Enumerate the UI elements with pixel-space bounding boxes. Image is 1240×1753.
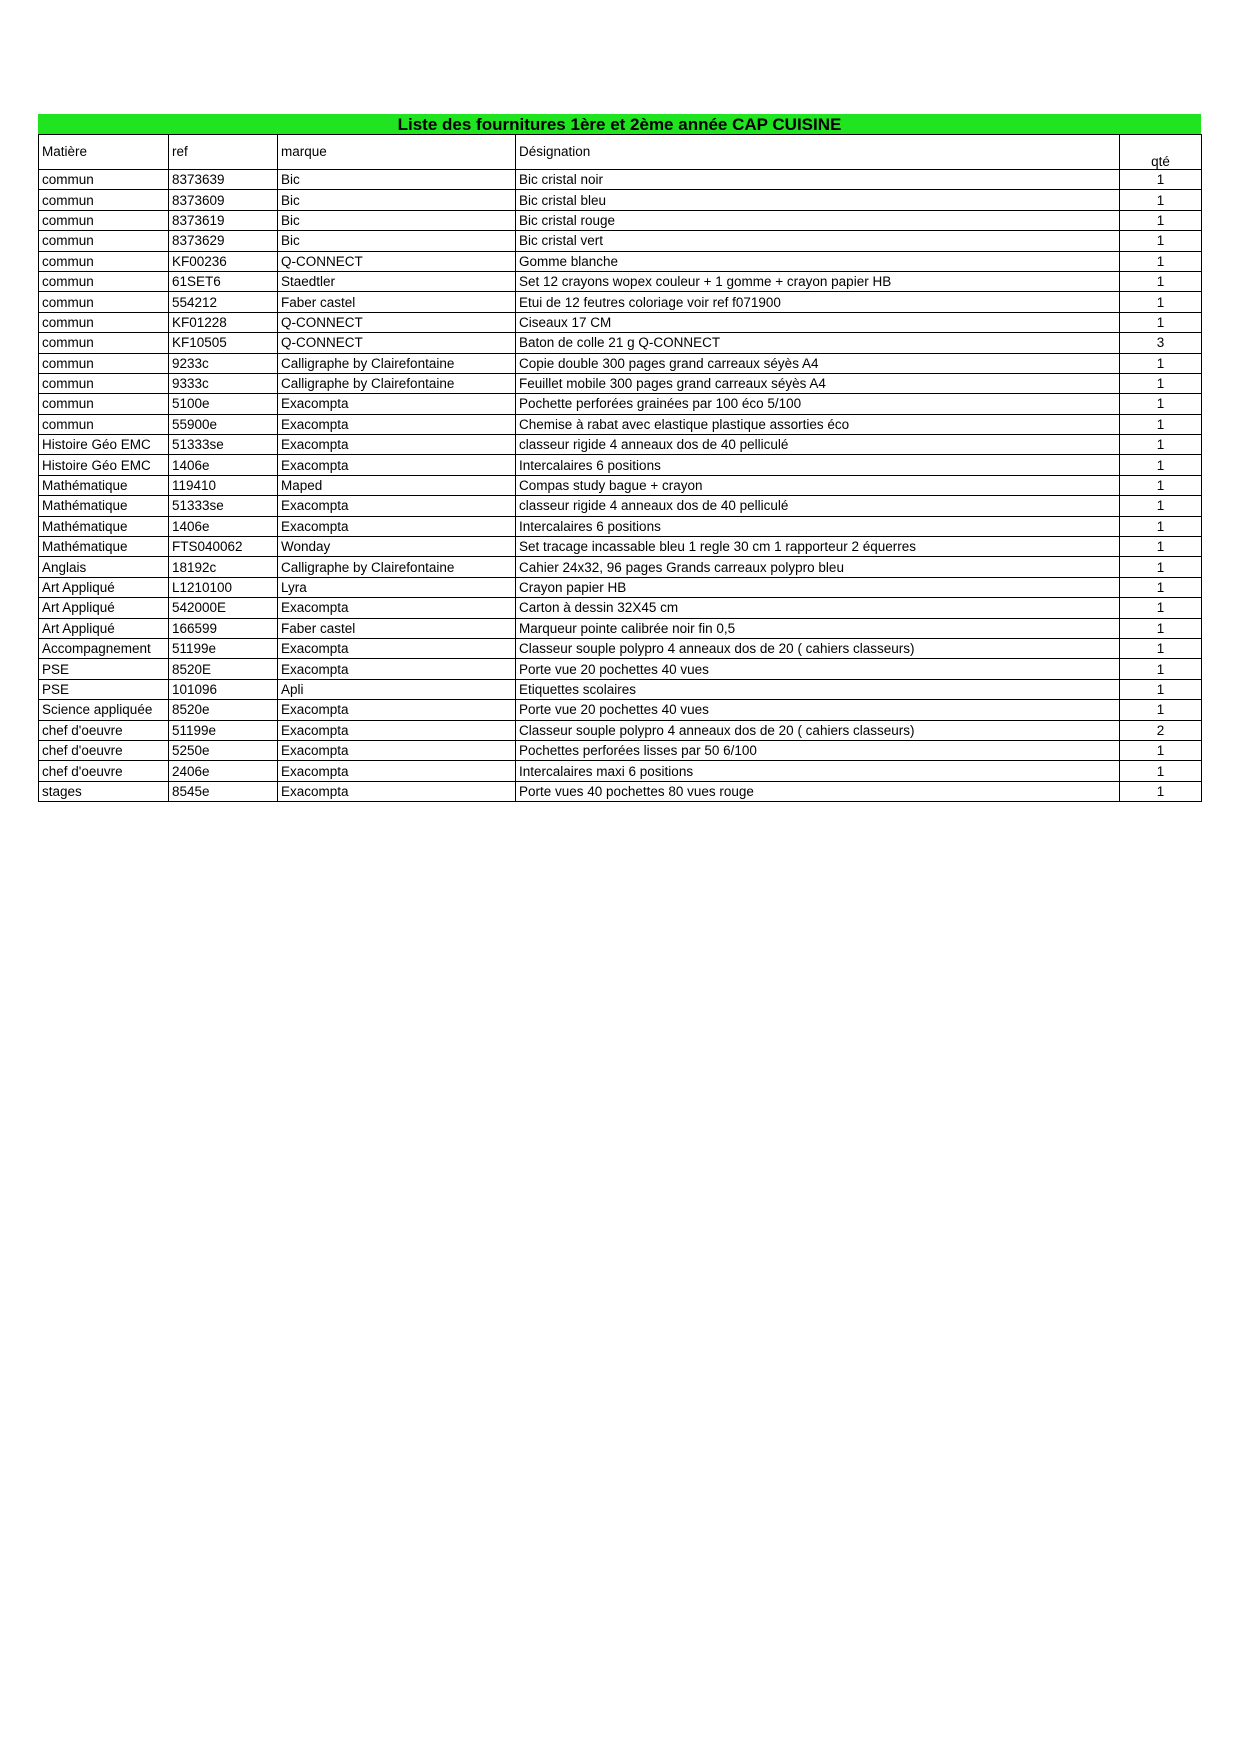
- cell-marque: Wonday: [278, 537, 516, 557]
- cell-qte: 1: [1120, 251, 1202, 271]
- table-row: [39, 720, 1202, 740]
- cell-designation: Intercalaires maxi 6 positions: [516, 761, 1120, 781]
- cell-marque: Exacompta: [278, 496, 516, 516]
- table-row: [39, 475, 1202, 495]
- cell-qte: 1: [1120, 231, 1202, 251]
- cell-matiere: Art Appliqué: [39, 577, 169, 597]
- cell-ref: 61SET6: [169, 271, 278, 291]
- cell-matiere: commun: [39, 251, 169, 271]
- cell-ref: KF01228: [169, 312, 278, 332]
- cell-designation: Pochette perforées grainées par 100 éco 5/100: [516, 394, 1120, 414]
- table-row: [39, 394, 1202, 414]
- cell-ref: 542000E: [169, 598, 278, 618]
- cell-matiere: chef d'oeuvre: [39, 761, 169, 781]
- cell-qte: 1: [1120, 292, 1202, 312]
- table-row: [39, 638, 1202, 658]
- cell-designation: Bic cristal rouge: [516, 210, 1120, 230]
- cell-marque: Exacompta: [278, 435, 516, 455]
- table-row: [39, 190, 1202, 210]
- cell-designation: classeur rigide 4 anneaux dos de 40 pelliculé: [516, 496, 1120, 516]
- cell-qte: 1: [1120, 190, 1202, 210]
- cell-ref: 166599: [169, 618, 278, 638]
- cell-matiere: chef d'oeuvre: [39, 740, 169, 760]
- cell-designation: Bic cristal noir: [516, 170, 1120, 190]
- table-row: [39, 761, 1202, 781]
- cell-ref: 101096: [169, 679, 278, 699]
- table-row: [39, 373, 1202, 393]
- cell-matiere: PSE: [39, 679, 169, 699]
- cell-marque: Bic: [278, 231, 516, 251]
- cell-matiere: Mathématique: [39, 537, 169, 557]
- cell-designation: Classeur souple polypro 4 anneaux dos de 20 ( cahiers classeurs): [516, 720, 1120, 740]
- table-row: [39, 598, 1202, 618]
- cell-qte: 1: [1120, 373, 1202, 393]
- cell-matiere: Histoire Géo EMC: [39, 435, 169, 455]
- table-row: [39, 231, 1202, 251]
- cell-matiere: Mathématique: [39, 475, 169, 495]
- cell-qte: 1: [1120, 679, 1202, 699]
- cell-marque: Q-CONNECT: [278, 312, 516, 332]
- table-row: [39, 210, 1202, 230]
- cell-matiere: Mathématique: [39, 516, 169, 536]
- table-row: [39, 516, 1202, 536]
- cell-designation: Set 12 crayons wopex couleur + 1 gomme + crayon papier HB: [516, 271, 1120, 291]
- table-body: [39, 170, 1202, 802]
- cell-matiere: Histoire Géo EMC: [39, 455, 169, 475]
- cell-matiere: Art Appliqué: [39, 618, 169, 638]
- cell-qte: 2: [1120, 720, 1202, 740]
- cell-marque: Calligraphe by Clairefontaine: [278, 353, 516, 373]
- cell-designation: Classeur souple polypro 4 anneaux dos de 20 ( cahiers classeurs): [516, 638, 1120, 658]
- cell-marque: Q-CONNECT: [278, 251, 516, 271]
- cell-ref: 2406e: [169, 761, 278, 781]
- table-row: [39, 353, 1202, 373]
- cell-ref: 8520E: [169, 659, 278, 679]
- table-row: [39, 271, 1202, 291]
- cell-ref: 18192c: [169, 557, 278, 577]
- cell-designation: Ciseaux 17 CM: [516, 312, 1120, 332]
- cell-designation: Porte vues 40 pochettes 80 vues rouge: [516, 781, 1120, 801]
- cell-designation: Copie double 300 pages grand carreaux séyès A4: [516, 353, 1120, 373]
- cell-qte: 1: [1120, 638, 1202, 658]
- cell-matiere: Mathématique: [39, 496, 169, 516]
- cell-marque: Exacompta: [278, 781, 516, 801]
- cell-ref: 51199e: [169, 638, 278, 658]
- cell-marque: Staedtler: [278, 271, 516, 291]
- cell-designation: classeur rigide 4 anneaux dos de 40 pelliculé: [516, 435, 1120, 455]
- cell-matiere: PSE: [39, 659, 169, 679]
- cell-designation: Intercalaires 6 positions: [516, 516, 1120, 536]
- cell-marque: Exacompta: [278, 740, 516, 760]
- cell-marque: Exacompta: [278, 414, 516, 434]
- cell-matiere: commun: [39, 414, 169, 434]
- cell-marque: Bic: [278, 170, 516, 190]
- cell-qte: 1: [1120, 455, 1202, 475]
- cell-marque: Lyra: [278, 577, 516, 597]
- cell-qte: 1: [1120, 435, 1202, 455]
- cell-matiere: Anglais: [39, 557, 169, 577]
- cell-qte: 1: [1120, 170, 1202, 190]
- cell-matiere: Art Appliqué: [39, 598, 169, 618]
- cell-qte: 1: [1120, 659, 1202, 679]
- cell-marque: Apli: [278, 679, 516, 699]
- cell-ref: L1210100: [169, 577, 278, 597]
- table-row: [39, 537, 1202, 557]
- table-row: [39, 292, 1202, 312]
- supply-list-sheet: [38, 114, 1201, 802]
- table-row: [39, 700, 1202, 720]
- table-row: [39, 679, 1202, 699]
- cell-marque: Exacompta: [278, 659, 516, 679]
- cell-marque: Exacompta: [278, 598, 516, 618]
- cell-qte: 1: [1120, 537, 1202, 557]
- cell-matiere: commun: [39, 353, 169, 373]
- cell-marque: Q-CONNECT: [278, 333, 516, 353]
- cell-ref: 5250e: [169, 740, 278, 760]
- cell-designation: Etiquettes scolaires: [516, 679, 1120, 699]
- cell-matiere: Accompagnement: [39, 638, 169, 658]
- cell-marque: Exacompta: [278, 516, 516, 536]
- column-header-marque: marque: [278, 135, 516, 170]
- cell-designation: Cahier 24x32, 96 pages Grands carreaux polypro bleu: [516, 557, 1120, 577]
- cell-qte: 1: [1120, 496, 1202, 516]
- column-header-designation: Désignation: [516, 135, 1120, 170]
- cell-marque: Bic: [278, 210, 516, 230]
- table-row: [39, 435, 1202, 455]
- cell-ref: FTS040062: [169, 537, 278, 557]
- cell-ref: KF10505: [169, 333, 278, 353]
- table-row: [39, 414, 1202, 434]
- cell-ref: 9233c: [169, 353, 278, 373]
- cell-ref: 8373629: [169, 231, 278, 251]
- cell-matiere: stages: [39, 781, 169, 801]
- page-title: Liste des fournitures 1ère et 2ème année CAP CUISINE: [38, 114, 1201, 134]
- cell-matiere: commun: [39, 231, 169, 251]
- cell-qte: 1: [1120, 598, 1202, 618]
- cell-ref: 1406e: [169, 455, 278, 475]
- cell-matiere: commun: [39, 210, 169, 230]
- cell-designation: Baton de colle 21 g Q-CONNECT: [516, 333, 1120, 353]
- cell-matiere: commun: [39, 373, 169, 393]
- cell-ref: 8373609: [169, 190, 278, 210]
- cell-matiere: commun: [39, 170, 169, 190]
- cell-marque: Exacompta: [278, 638, 516, 658]
- cell-ref: 119410: [169, 475, 278, 495]
- cell-designation: Chemise à rabat avec elastique plastique assorties éco: [516, 414, 1120, 434]
- cell-designation: Porte vue 20 pochettes 40 vues: [516, 700, 1120, 720]
- table-row: [39, 618, 1202, 638]
- cell-marque: Exacompta: [278, 761, 516, 781]
- cell-ref: KF00236: [169, 251, 278, 271]
- cell-qte: 1: [1120, 761, 1202, 781]
- cell-designation: Carton à dessin 32X45 cm: [516, 598, 1120, 618]
- table-row: [39, 557, 1202, 577]
- cell-ref: 51333se: [169, 496, 278, 516]
- cell-matiere: commun: [39, 190, 169, 210]
- cell-ref: 8520e: [169, 700, 278, 720]
- cell-designation: Compas study bague + crayon: [516, 475, 1120, 495]
- table-row: [39, 312, 1202, 332]
- table-row: [39, 496, 1202, 516]
- cell-matiere: commun: [39, 394, 169, 414]
- table-row: [39, 455, 1202, 475]
- cell-matiere: commun: [39, 271, 169, 291]
- cell-qte: 1: [1120, 394, 1202, 414]
- cell-matiere: commun: [39, 333, 169, 353]
- cell-ref: 51199e: [169, 720, 278, 740]
- table-row: [39, 333, 1202, 353]
- cell-ref: 5100e: [169, 394, 278, 414]
- table-row: [39, 659, 1202, 679]
- cell-marque: Calligraphe by Clairefontaine: [278, 373, 516, 393]
- cell-designation: Porte vue 20 pochettes 40 vues: [516, 659, 1120, 679]
- cell-marque: Exacompta: [278, 455, 516, 475]
- cell-designation: Pochettes perforées lisses par 50 6/100: [516, 740, 1120, 760]
- cell-designation: Gomme blanche: [516, 251, 1120, 271]
- cell-qte: 1: [1120, 353, 1202, 373]
- cell-ref: 554212: [169, 292, 278, 312]
- cell-qte: 1: [1120, 475, 1202, 495]
- cell-qte: 1: [1120, 781, 1202, 801]
- cell-qte: 1: [1120, 740, 1202, 760]
- cell-ref: 8373639: [169, 170, 278, 190]
- cell-qte: 3: [1120, 333, 1202, 353]
- cell-designation: Set tracage incassable bleu 1 regle 30 cm 1 rapporteur 2 équerres: [516, 537, 1120, 557]
- cell-qte: 1: [1120, 312, 1202, 332]
- cell-designation: Intercalaires 6 positions: [516, 455, 1120, 475]
- supply-table: [38, 134, 1202, 802]
- cell-ref: 51333se: [169, 435, 278, 455]
- cell-ref: 9333c: [169, 373, 278, 393]
- column-header-qte: qté: [1120, 135, 1202, 170]
- cell-marque: Calligraphe by Clairefontaine: [278, 557, 516, 577]
- cell-matiere: Science appliquée: [39, 700, 169, 720]
- cell-marque: Maped: [278, 475, 516, 495]
- cell-designation: Feuillet mobile 300 pages grand carreaux séyès A4: [516, 373, 1120, 393]
- cell-ref: 55900e: [169, 414, 278, 434]
- cell-designation: Marqueur pointe calibrée noir fin 0,5: [516, 618, 1120, 638]
- table-row: [39, 577, 1202, 597]
- table-row: [39, 251, 1202, 271]
- cell-marque: Exacompta: [278, 394, 516, 414]
- cell-marque: Exacompta: [278, 700, 516, 720]
- table-row: [39, 781, 1202, 801]
- table-row: [39, 740, 1202, 760]
- cell-marque: Exacompta: [278, 720, 516, 740]
- cell-designation: Bic cristal vert: [516, 231, 1120, 251]
- cell-marque: Bic: [278, 190, 516, 210]
- cell-ref: 1406e: [169, 516, 278, 536]
- cell-matiere: commun: [39, 292, 169, 312]
- cell-ref: 8373619: [169, 210, 278, 230]
- cell-qte: 1: [1120, 516, 1202, 536]
- column-header-ref: ref: [169, 135, 278, 170]
- column-header-matiere: Matière: [39, 135, 169, 170]
- cell-marque: Faber castel: [278, 618, 516, 638]
- cell-qte: 1: [1120, 577, 1202, 597]
- cell-ref: 8545e: [169, 781, 278, 801]
- table-header-row: [39, 135, 1202, 170]
- cell-qte: 1: [1120, 414, 1202, 434]
- cell-qte: 1: [1120, 557, 1202, 577]
- table-row: [39, 170, 1202, 190]
- cell-designation: Bic cristal bleu: [516, 190, 1120, 210]
- cell-designation: Etui de 12 feutres coloriage voir ref f071900: [516, 292, 1120, 312]
- cell-matiere: chef d'oeuvre: [39, 720, 169, 740]
- cell-designation: Crayon papier HB: [516, 577, 1120, 597]
- cell-qte: 1: [1120, 618, 1202, 638]
- cell-qte: 1: [1120, 700, 1202, 720]
- cell-qte: 1: [1120, 271, 1202, 291]
- cell-qte: 1: [1120, 210, 1202, 230]
- cell-marque: Faber castel: [278, 292, 516, 312]
- cell-matiere: commun: [39, 312, 169, 332]
